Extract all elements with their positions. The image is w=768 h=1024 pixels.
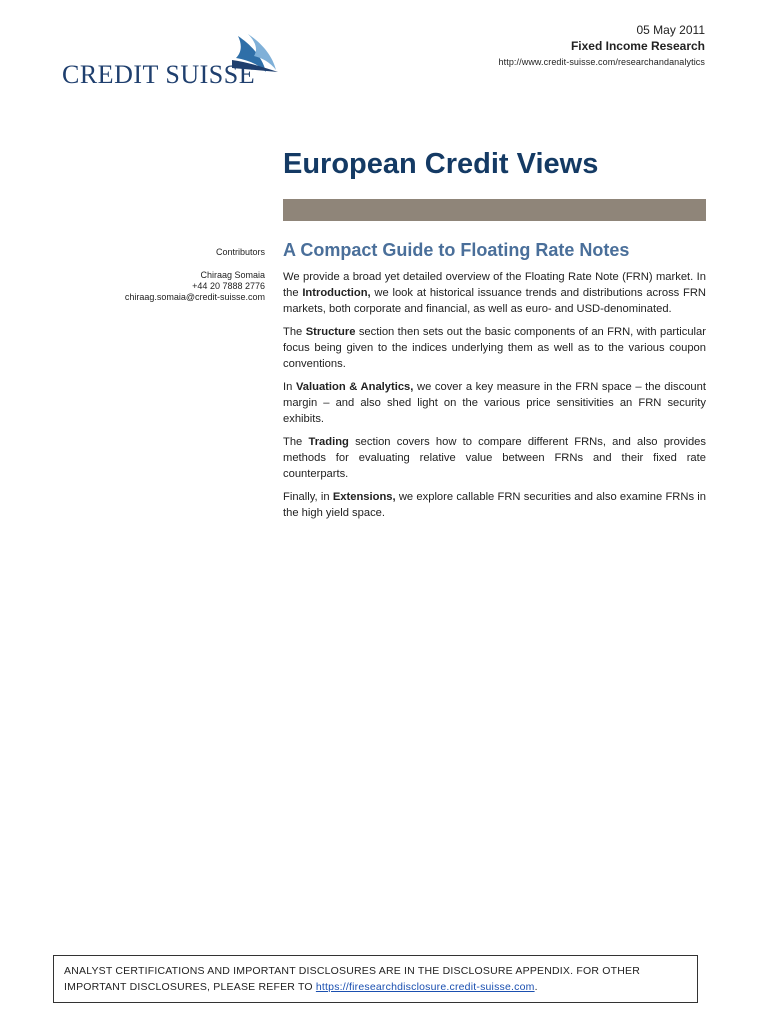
paragraph-introduction: We provide a broad yet detailed overview of the Floating Rate Note (FRN) market. In the Introduction, we look at historical issuance trends and distributions across FRN markets, both corporate and financial, as well as euro- and USD-denominated. <box>283 271 706 315</box>
paragraph-extensions: Finally, in Extensions, we explore callable FRN securities and also examine FRNs in the high yield space. <box>283 491 707 519</box>
disclosure-box <box>53 955 698 1003</box>
disclosure-end: . <box>534 981 538 993</box>
paragraph-structure: The Structure section then sets out the basic components of an FRN, with particular focus being given to the indices underlying them as well as to the various coupon conventions. <box>283 326 706 370</box>
report-department: Fixed Income Research <box>570 39 705 53</box>
page-title: European Credit Views <box>283 148 599 180</box>
logo-text: CREDIT SUISSE <box>62 60 256 89</box>
report-date: 05 May 2011 <box>636 23 705 37</box>
disclosure-link[interactable]: https://firesearchdisclosure.credit-suisse.com <box>315 981 535 993</box>
contributor-phone: +44 20 7888 2776 <box>192 281 265 291</box>
section-title: A Compact Guide to Floating Rate Notes <box>283 240 630 260</box>
report-header <box>499 22 705 70</box>
main-content <box>283 240 706 528</box>
contributor-name: Chiraag Somaia <box>200 270 265 280</box>
credit-suisse-logo <box>60 34 280 90</box>
paragraph-valuation: In Valuation & Analytics, we cover a key measure in the FRN space – the discount margin – and also shed light on the various price sensitivities an FRN security exhibits. <box>283 381 706 425</box>
paragraph-trading: The Trading section covers how to compare different FRNs, and also provides methods for evaluating relative value between FRNs and their fixed rate counterparts. <box>283 436 706 480</box>
contributors-sidebar <box>125 247 265 303</box>
contributor-email[interactable]: chiraag.somaia@credit-suisse.com <box>124 292 265 302</box>
research-url[interactable]: http://www.credit-suisse.com/researchandanalytics <box>498 57 705 67</box>
title-divider-bar <box>283 199 706 221</box>
contributors-label: Contributors <box>215 247 265 257</box>
disclosure-text: ANALYST CERTIFICATIONS AND IMPORTANT DISCLOSURES ARE IN THE DISCLOSURE APPENDIX. FOR OTHER IMPORTANT DISCLOSURES, PLEASE REFER TO <box>64 965 640 993</box>
